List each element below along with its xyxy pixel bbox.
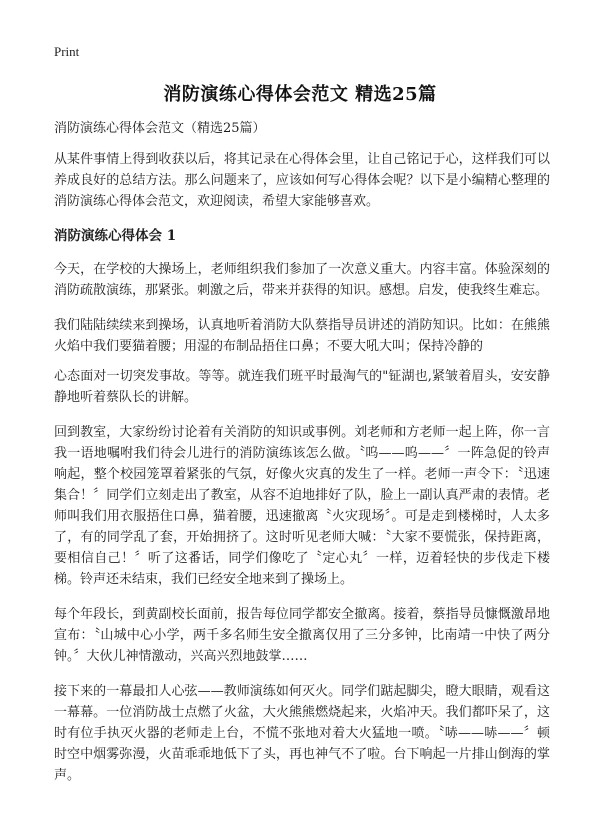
article-subtitle: 消防演练心得体会范文（精选25篇） — [54, 121, 266, 136]
body-paragraph-3: 心态面对一切突发事故。等等。就连我们班平时最淘气的"钲湖也,紧皱着眉头，安安静静地听着蔡队长的讲解。 — [54, 369, 550, 405]
body-paragraph-2: 我们陆陆续续来到操场，认真地听着消防大队蔡指导员讲述的消防知识。比如：在熊熊火焰中我们要猫着腰；用湿的布制品捂住口鼻；不要大吼大叫；保持冷静的 — [54, 318, 550, 354]
print-label: Print — [54, 44, 80, 59]
intro-paragraph: 从某件事情上得到收获以后，将其记录在心得体会里，让自己铭记于心，这样我们可以养成良好的总结方法。那么问题来了，应该如何写心得体会呢？以下是小编精心整理的消防演练心得体会范文，欢迎阅读，希望大家能够喜欢。 — [54, 152, 550, 209]
body-paragraph-5: 每个年段长，到黄副校长面前，报告每位同学都安全撤离。接着，蔡指导员慷慨激昂地宣布：〝山城中心小学，两千多名师生安全撤离仅用了三分多钟，比南靖一中快了两分钟。〞大伙儿神情激动，兴高兴烈地鼓掌…… — [54, 607, 550, 664]
article-body — [54, 118, 550, 800]
page-title: 消防演练心得体会范文 精选25篇 — [163, 84, 437, 105]
section-heading: 消防演练心得体会 1 — [54, 228, 177, 244]
body-paragraph-6: 接下来的一幕最扣人心弦——教师演练如何灭火。同学们踮起脚尖，瞪大眼睛，观看这一幕幕。一位消防战士点燃了火盆，大火熊熊燃烧起来，火焰冲天。我们都吓呆了，这时有位手执灭火器的老师走上台，不慌不张地对着大火猛地一喷。〝哧——哧——〞顿时空中烟雾弥漫，火苗乖乖地低下了头，再也神气不了啦。台下响起一片排山倒海的掌声。 — [54, 684, 550, 783]
body-paragraph-1: 今天，在学校的大操场上，老师组织我们参加了一次意义重大。内容丰富。体验深刻的消防疏散演练，那紧张。刺激之后，带来并获得的知识。感想。启发，使我终生难忘。 — [54, 262, 550, 298]
body-paragraph-4: 回到教室，大家纷纷讨论着有关消防的知识或事例。刘老师和方老师一起上阵，你一言我一语地嘱咐我们待会儿进行的消防演练该怎么做。〝呜——呜——〞一阵急促的铃声响起，整个校园笼罩着紧张的气氛，好像火灾真的发生了一样。老师一声令下：〝迅速集合！〞同学们立刻走出了教室，从容不迫地排好了队，脸上一副认真严肃的表情。老师叫我们用衣服捂住口鼻，猫着腰，迅速撤离〝火灾现场〞。可是走到楼梯时，人太多了，有的同学乱了套，开始拥挤了。这时听见老师大喊：〝大家不要慌张，保持距离，要相信自己！〞听了这番话，同学们像吃了〝定心丸〞一样，迈着轻快的步伐走下楼梯。铃声还未结束，我们已经安全地来到了操场上。 — [54, 425, 550, 587]
